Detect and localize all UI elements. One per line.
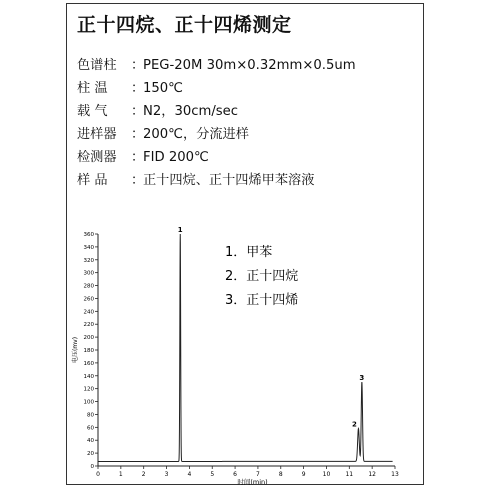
x-tick-label: 8 [278, 471, 283, 478]
peak-label: 2 [352, 420, 357, 429]
y-tick-label: 100 [83, 399, 94, 406]
x-tick-label: 2 [141, 471, 146, 478]
colon: ： [131, 58, 145, 73]
y-tick-label: 260 [83, 296, 94, 303]
legend-entry: 3．正十四烯 [225, 293, 299, 308]
condition-value: 正十四烷、正十四烯甲苯溶液 [143, 173, 315, 188]
peak-label: 1 [177, 226, 183, 234]
condition-value: FID 200℃ [143, 150, 209, 165]
y-tick-label: 180 [83, 348, 94, 354]
y-tick-label: 160 [83, 360, 94, 367]
x-tick-label: 6 [233, 471, 237, 478]
y-tick-label: 320 [83, 257, 94, 264]
y-tick-label: 60 [87, 425, 94, 432]
y-tick-label: 280 [83, 283, 94, 290]
y-tick-label: 340 [83, 244, 94, 251]
condition-label: 检测器 [77, 150, 117, 165]
y-tick-label: 360 [83, 232, 94, 238]
colon: ： [131, 127, 145, 142]
peak-label: 3 [359, 374, 365, 383]
y-tick-label: 120 [83, 386, 94, 393]
condition-value: 150℃ [143, 81, 183, 96]
x-tick-label: 0 [96, 471, 100, 478]
chromatogram-chart [67, 4, 425, 486]
condition-label: 色谱柱 [77, 58, 117, 73]
chart-legend [225, 245, 298, 308]
x-tick-label: 3 [164, 471, 169, 478]
x-axis-label: 时间(min) [237, 478, 268, 486]
x-tick-label: 10 [322, 471, 331, 478]
legend-entry: 2．正十四烷 [225, 269, 299, 284]
colon: ： [131, 173, 145, 188]
figure-frame [66, 3, 424, 485]
y-tick-label: 80 [87, 412, 94, 419]
y-tick-label: 220 [83, 322, 94, 329]
condition-label: 载 气 [77, 104, 108, 119]
condition-label: 样 品 [77, 173, 108, 188]
x-tick-label: 7 [256, 471, 260, 478]
y-tick-label: 140 [83, 373, 94, 380]
y-tick-label: 40 [87, 438, 94, 445]
colon: ： [131, 150, 145, 165]
x-tick-label: 13 [391, 471, 399, 478]
y-tick-label: 0 [90, 464, 94, 470]
y-tick-label: 200 [83, 335, 94, 342]
condition-value: PEG-20M 30m×0.32mm×0.5um [143, 58, 356, 73]
condition-label: 柱 温 [77, 81, 108, 96]
y-tick-label: 240 [83, 309, 94, 316]
x-tick-label: 1 [118, 471, 123, 478]
x-tick-label: 4 [187, 471, 192, 478]
x-tick-label: 12 [368, 471, 376, 478]
condition-label: 进样器 [77, 127, 117, 142]
y-tick-label: 20 [87, 451, 94, 458]
legend-entry: 1．甲苯 [225, 245, 273, 260]
x-tick-label: 11 [345, 471, 354, 478]
colon: ： [131, 81, 145, 96]
page-title: 正十四烷、正十四烯测定 [77, 14, 292, 36]
condition-value: N2，30cm/sec [143, 104, 238, 119]
x-tick-label: 5 [210, 471, 215, 478]
y-axis-label: 电压(mv) [72, 336, 79, 364]
x-tick-label: 9 [301, 471, 306, 478]
condition-value: 200℃，分流进样 [143, 127, 249, 142]
y-tick-label: 300 [83, 270, 94, 277]
colon: ： [131, 104, 145, 119]
